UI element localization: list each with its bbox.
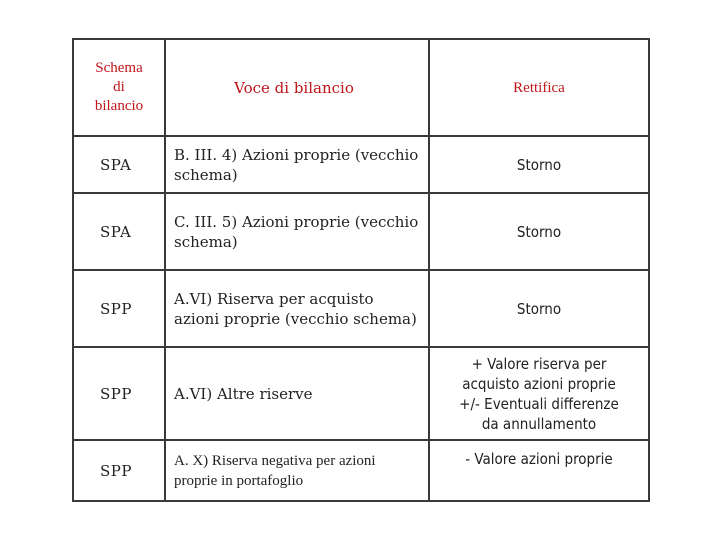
row-voce: A.VI) Riserva per acquisto azioni proprie (vecchio schema) bbox=[165, 270, 429, 347]
row-voce: A. X) Riserva negativa per azioni proprie in portafoglio bbox=[165, 440, 429, 501]
header-schema-line-1: Schema bbox=[95, 60, 143, 76]
table-row bbox=[73, 270, 649, 347]
header-row bbox=[73, 39, 649, 136]
row-schema: SPP bbox=[73, 347, 165, 440]
header-schema-line-2: di bbox=[113, 79, 125, 95]
row-rettifica bbox=[429, 440, 649, 501]
header-schema-line-3: bilancio bbox=[94, 98, 144, 114]
row-rettifica bbox=[429, 193, 649, 270]
table-row bbox=[73, 440, 649, 501]
rettifica-line: Storno bbox=[516, 222, 562, 241]
rettifica-line: + Valore riserva per bbox=[471, 354, 607, 373]
rettifica-line: da annullamento bbox=[481, 414, 597, 433]
rettifiche-table-container bbox=[72, 38, 648, 500]
row-voce: A.VI) Altre riserve bbox=[165, 347, 429, 440]
row-voce: C. III. 5) Azioni proprie (vecchio schema) bbox=[165, 193, 429, 270]
row-schema: SPP bbox=[73, 270, 165, 347]
header-rettifica: Rettifica bbox=[429, 39, 649, 136]
rettifica-line: Storno bbox=[516, 155, 562, 174]
table-row bbox=[73, 136, 649, 193]
rettifica-line: Storno bbox=[516, 299, 562, 318]
row-rettifica bbox=[429, 136, 649, 193]
header-schema-di-bilancio bbox=[73, 39, 165, 136]
row-rettifica bbox=[429, 270, 649, 347]
row-schema: SPA bbox=[73, 136, 165, 193]
row-rettifica bbox=[429, 347, 649, 440]
rettifica-line: +/- Eventuali differenze bbox=[459, 394, 619, 413]
table-row bbox=[73, 193, 649, 270]
row-schema: SPA bbox=[73, 193, 165, 270]
rettifiche-table bbox=[72, 38, 650, 502]
rettifica-line: acquisto azioni proprie bbox=[462, 374, 616, 393]
header-voce-di-bilancio: Voce di bilancio bbox=[165, 39, 429, 136]
row-voce: B. III. 4) Azioni proprie (vecchio schema) bbox=[165, 136, 429, 193]
row-schema: SPP bbox=[73, 440, 165, 501]
rettifica-line: - Valore azioni proprie bbox=[465, 450, 613, 468]
table-row bbox=[73, 347, 649, 440]
